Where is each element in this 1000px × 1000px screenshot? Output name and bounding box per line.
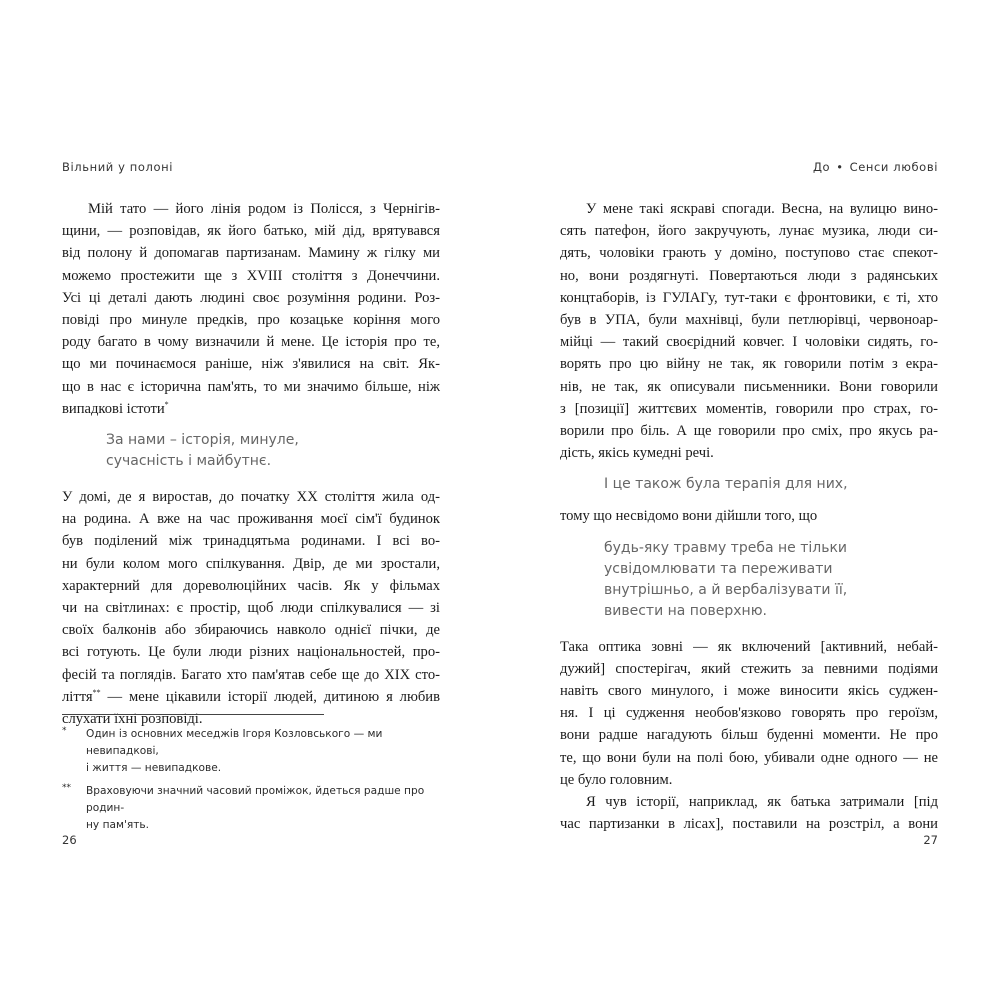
text-line: можемо простежити ще з XVIII століття з Донеччини.	[62, 267, 440, 284]
footnote-line: ну пам'ять.	[86, 819, 150, 831]
text-line: повіді про минуле предків, про козацьке коріння мого	[62, 312, 440, 329]
footnote-line: Один із основних меседжів Ігоря Козловського — ми невипадкові,	[86, 728, 383, 757]
text-line: щини, — розповідав, як його батько, мій дід, врятувався	[62, 223, 440, 240]
right-body-text	[560, 198, 938, 835]
running-head-left: Вільний у полоні	[62, 160, 174, 174]
text-line: ни були колом мого спілкування. Двір, де ми зростали,	[62, 555, 440, 572]
footnote-line: і життя — невипадкове.	[86, 762, 222, 774]
right-paragraph-3	[560, 636, 938, 791]
quote-line: сучасність і майбутнє.	[106, 453, 272, 470]
text-line: своїх балконів або збираючись навколо однієї пічки, де	[62, 622, 440, 639]
right-paragraph-4	[560, 791, 938, 835]
text-line: фесій та поглядів. Багато хто пам'ятав себе ще до XIX сто-	[62, 666, 440, 683]
text-line: дять, чоловіки грають у доміно, поступово стає спекот-	[560, 245, 938, 262]
text-line: час партизанки в лісах], поставили на розстріл, а вони	[560, 816, 938, 833]
quote-line: будь-яку травму треба не тільки	[604, 539, 848, 556]
text-line: це було головним.	[560, 771, 673, 788]
footnote-line: Враховуючи значний часовий проміжок, йдеться радше про родин-	[86, 785, 425, 814]
text-line: ліття** — мене цікавили історії людей, дитиною я любив	[62, 688, 440, 705]
text-line: дість, якісь кумедні речі.	[560, 445, 714, 462]
text-line: концтаборів, із ГУЛАГу, тут-таки є фронтовики, є ті, хто	[560, 289, 938, 306]
quote-line: І це також була терапія для них,	[604, 476, 848, 493]
text-line: навіть свого минулого, і може виносити якісь суджен-	[560, 683, 938, 700]
quote-line: За нами – історія, минуле,	[106, 432, 299, 449]
text-line: Я чув історії, наприклад, як батька затримали [під	[586, 794, 938, 811]
text-line: на родина. А вже на час проживання моєї сім'ї будинок	[62, 511, 440, 528]
text-line: вони радше нагадують більш буденні моменти. Не про	[560, 727, 938, 744]
footnote-mark: *	[62, 726, 67, 736]
bullet-separator: •	[836, 160, 844, 174]
right-paragraph-2	[560, 505, 938, 527]
text-line: слухати їхні розповіді.	[62, 711, 203, 728]
text-line: Мій тато — його лінія родом із Полісся, з Чернігів-	[88, 201, 440, 217]
left-paragraph-2	[62, 486, 440, 730]
footnote-mark: **	[62, 783, 71, 793]
text-line: те, що вони були на полі бою, убивали одне одного — не	[560, 749, 938, 766]
text-line: був в УПА, були махнівці, були петлюрівці, червоноар-	[560, 312, 938, 329]
left-paragraph-1	[62, 198, 440, 420]
quote-line: внутрішньо, а й вербалізувати її,	[604, 581, 848, 598]
text-line: характерний для дореволюційних часів. Як у фільмах	[62, 577, 440, 594]
footnote-ref[interactable]: *	[164, 399, 169, 409]
right-paragraph-1	[560, 198, 938, 464]
left-body-text	[62, 198, 440, 730]
pull-quote-left	[62, 430, 440, 472]
text-line: ня. І ці судження необов'язково говорять про героїзм,	[560, 705, 938, 722]
text-line: випадкові істоти*	[62, 399, 169, 417]
text-line: роду багато в чому визначили й мене. Це історія про те,	[62, 334, 440, 351]
page-number-left: 26	[62, 833, 77, 847]
text-line: У домі, де я виростав, до початку XX століття жила од-	[62, 489, 440, 506]
text-line: чи на світлинах: є простір, щоб люди спілкувалися — зі	[62, 600, 440, 617]
text-line: сять патефон, його закручують, лунає музика, люди си-	[560, 223, 938, 240]
running-head-right: До • Сенси любові	[812, 160, 938, 174]
text-line: був поділений між тринадцятьма родинами. І всі во-	[62, 533, 440, 550]
footnote-ref[interactable]: **	[92, 688, 101, 697]
text-line: дужий] спостерігач, який стежить за певними подіями	[560, 660, 938, 677]
right-page	[500, 0, 1000, 1000]
page-number-right: 27	[923, 833, 938, 847]
footnote	[62, 783, 440, 834]
text-line: Така оптика зовні — як включений [активний, небай-	[560, 638, 938, 655]
text-line: що в нас є історична пам'ять, то ми значимо більше, ніж	[62, 378, 440, 395]
pull-quote-right-1	[560, 474, 938, 495]
text-line: від полону й допомагав партизанам. Мамину ж гілку ми	[62, 245, 440, 262]
text-line: всі готують. Це були люди різних національностей, про-	[62, 644, 440, 661]
text-line: нів, не так, як описували письменники. Вони говорили	[560, 378, 938, 395]
text-line: но, вони роздягнуті. Повертаються люди з радянських	[560, 267, 938, 284]
quote-line: усвідомлювати та переживати	[604, 560, 833, 577]
footnote-divider	[62, 714, 324, 715]
quote-line: вивести на поверхню.	[604, 602, 767, 619]
footnote	[62, 726, 440, 777]
text-line: Усі ці деталі дають людині своє розуміння родини. Роз-	[62, 289, 440, 306]
text-line: з [позиції] життєвих моментів, говорили про страх, го-	[560, 400, 938, 417]
text-line: мійці — такий своєрідний ковчег. І чоловіки сидять, го-	[560, 334, 938, 351]
pull-quote-right-2	[560, 538, 938, 622]
footnotes	[62, 726, 440, 840]
text-line: ворили про біль. А ще говорили про сміх, про якусь ра-	[560, 423, 938, 440]
text-line: що ми починаємося раніше, ніж з'явилися на світ. Як-	[62, 356, 440, 373]
text-line: ворять про цю війну не так, як говорили потім з екра-	[560, 356, 938, 373]
text-line: У мене такі яскраві спогади. Весна, на вулицю вино-	[586, 201, 938, 217]
text-line: тому що несвідомо вони дійшли того, що	[560, 508, 818, 525]
